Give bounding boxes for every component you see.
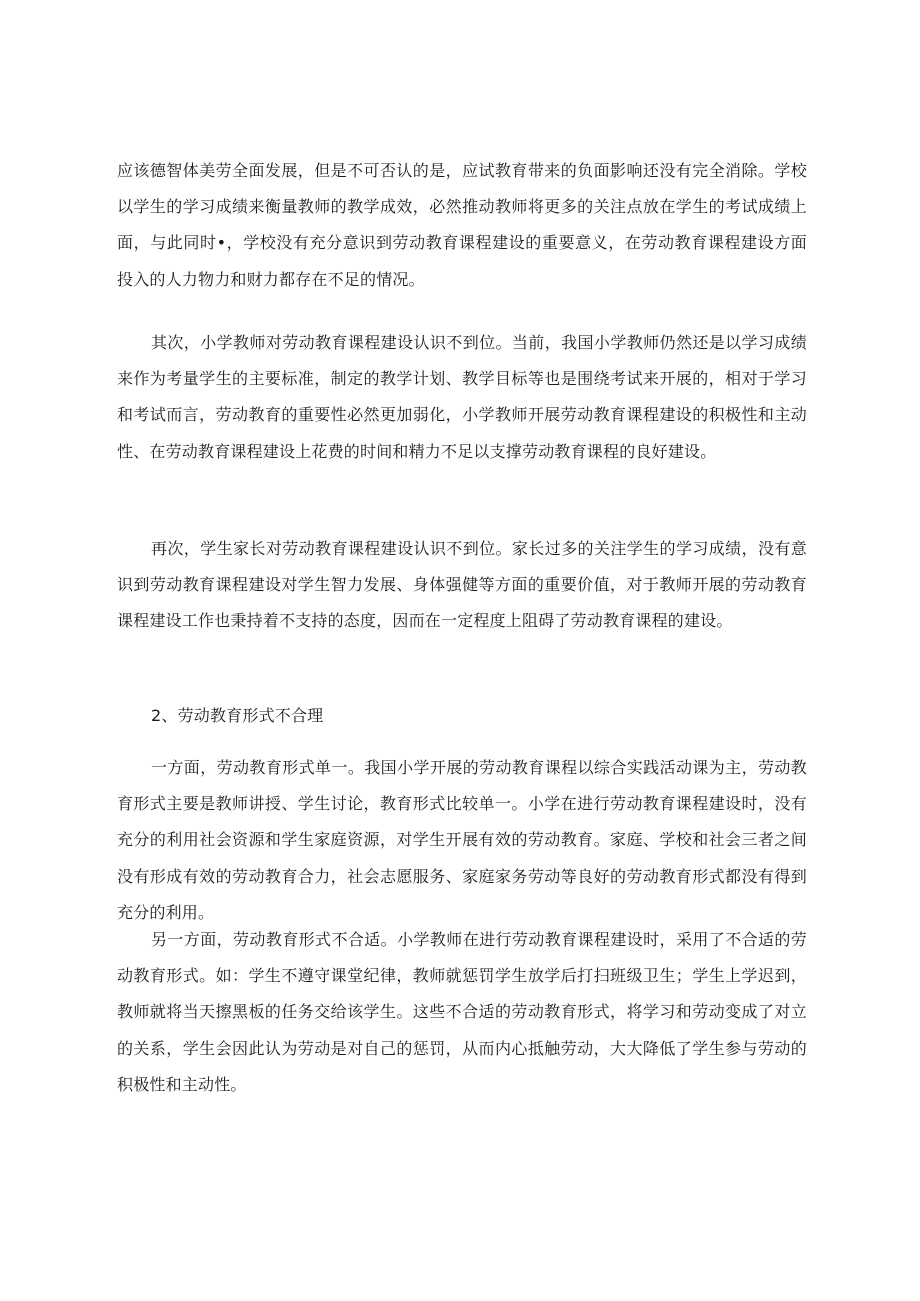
paragraph-continuation: 应该德智体美劳全面发展，但是不可否认的是，应试教育带来的负面影响还没有完全消除。学校以学生的学习成绩来衡量教师的教学成效，必然推动教师将更多的关注点放在学生的考试成绩上面，与此同时•，学校没有充分意识到劳动教育课程建设的重要意义，在劳动教育课程建设方面投入的人力物力和财力都存在不足的情况。 xyxy=(117,161,807,289)
paragraph-teachers: 其次，小学教师对劳动教育课程建设认识不到位。当前，我国小学教师仍然还是以学习成绩来作为考量学生的主要标准，制定的教学计划、教学目标等也是围绕考试来开展的，相对于学习和考试而言，劳动教育的重要性必然更加弱化，小学教师开展劳动教育课程建设的积极性和主动性、在劳动教育课程建设上花费的时间和精力不足以支撑劳动教育课程的良好建设。 xyxy=(117,333,807,461)
paragraph-unsuitable-form: 另一方面，劳动教育形式不合适。小学教师在进行劳动教育课程建设时，采用了不合适的劳动教育形式。如：学生不遵守课堂纪律，教师就惩罚学生放学后打扫班级卫生；学生上学迟到，教师就将当天擦黑板的任务交给该学生。这些不合适的劳动教育形式，将学习和劳动变成了对立的关系，学生会因此认为劳动是对自己的惩罚，从而内心抵触劳动，大大降低了学生参与劳动的积极性和主动性。 xyxy=(117,930,807,1094)
paragraph-parents: 再次，学生家长对劳动教育课程建设认识不到位。家长过多的关注学生的学习成绩，没有意识到劳动教育课程建设对学生智力发展、身体强健等方面的重要价值，对于教师开展的劳动教育课程建设工作也秉持着不支持的态度，因而在一定程度上阻碍了劳动教育课程的建设。 xyxy=(117,539,807,631)
paragraph-single-form: 一方面，劳动教育形式单一。我国小学开展的劳动教育课程以综合实践活动课为主，劳动教育形式主要是教师讲授、学生讨论，教育形式比较单一。小学在进行劳动教育课程建设时，没有充分的利用社会资源和学生家庭资源，对学生开展有效的劳动教育。家庭、学校和社会三者之间没有形成有效的劳动教育合力，社会志愿服务、家庭家务劳动等良好的劳动教育形式都没有得到充分的利用。 xyxy=(117,758,807,922)
section-heading: 2、劳动教育形式不合理 xyxy=(151,706,324,725)
